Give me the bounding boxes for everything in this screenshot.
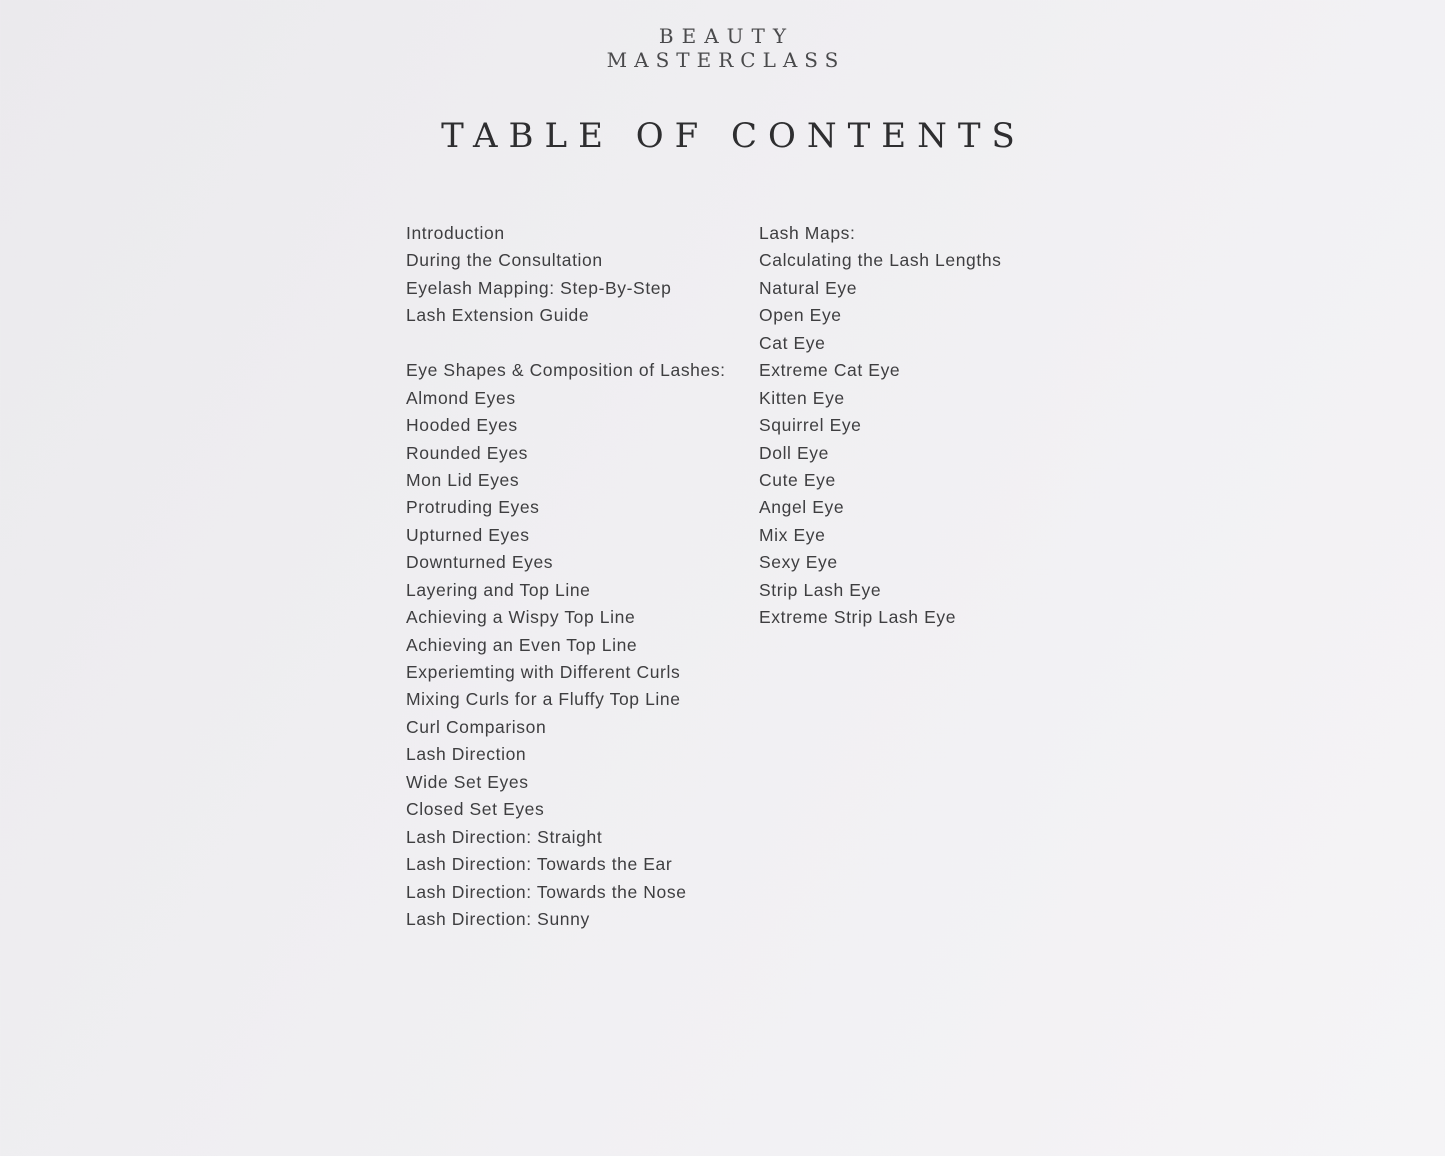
toc-entry: Eye Shapes & Composition of Lashes: <box>406 360 726 381</box>
toc-entry: Calculating the Lash Lengths <box>759 250 1002 271</box>
toc-entry: Achieving an Even Top Line <box>406 634 638 655</box>
toc-entry: Natural Eye <box>759 277 858 298</box>
toc-entry: Strip Lash Eye <box>759 579 882 600</box>
brand-line-masterclass: MASTERCLASS <box>606 48 846 72</box>
toc-entry: Mon Lid Eyes <box>406 469 520 490</box>
toc-entry: Protruding Eyes <box>406 497 540 518</box>
toc-entry: Experiemting with Different Curls <box>406 662 681 682</box>
toc-entry: Open Eye <box>759 305 842 326</box>
toc-entry: Doll Eye <box>759 442 829 463</box>
toc-entry: Lash Direction: Sunny <box>406 908 590 929</box>
toc-entry: Lash Direction: Towards the Nose <box>406 881 687 902</box>
toc-entry: Mixing Curls for a Fluffy Top Line <box>406 689 681 710</box>
toc-entry: Extreme Strip Lash Eye <box>759 607 957 628</box>
toc-entry: Achieving a Wispy Top Line <box>406 607 636 628</box>
brand-logo <box>0 24 1445 72</box>
toc-entry: Extreme Cat Eye <box>759 360 901 381</box>
page-title: TABLE OF CONTENTS <box>441 116 1026 156</box>
toc-entry: Upturned Eyes <box>406 524 530 545</box>
toc-entry: Cat Eye <box>759 332 826 353</box>
toc-entry: Lash Direction: Towards the Ear <box>406 854 673 875</box>
toc-entry: Rounded Eyes <box>406 442 529 463</box>
toc-entry: Almond Eyes <box>406 387 516 408</box>
brand-line-beauty: BEAUTY <box>658 24 795 48</box>
toc-entry: Lash Direction: Straight <box>406 826 603 847</box>
toc-left-column <box>406 220 726 933</box>
toc-entry: Cute Eye <box>759 469 836 490</box>
toc-entry: Closed Set Eyes <box>406 799 545 820</box>
toc-entry: Sexy Eye <box>759 552 838 573</box>
toc-entry: Lash Extension Guide <box>406 305 590 326</box>
toc-entry: Curl Comparison <box>406 716 547 737</box>
toc-entry: Mix Eye <box>759 524 826 545</box>
toc-entry: Lash Maps: <box>759 223 856 243</box>
toc-entry: During the Consultation <box>406 250 603 271</box>
toc-entry: Layering and Top Line <box>406 579 591 600</box>
toc-entry: Angel Eye <box>759 497 845 518</box>
toc-entry: Downturned Eyes <box>406 552 554 573</box>
toc-entry: Squirrel Eye <box>759 415 862 436</box>
toc-entry: Hooded Eyes <box>406 415 518 436</box>
toc-spacer <box>406 330 726 357</box>
toc-entry: Wide Set Eyes <box>406 771 529 792</box>
toc-entry: Lash Direction <box>406 744 527 765</box>
toc-entry: Introduction <box>406 223 505 243</box>
toc-entry: Eyelash Mapping: Step-By-Step <box>406 277 672 298</box>
toc-right-column <box>759 220 1002 632</box>
toc-entry: Kitten Eye <box>759 387 845 408</box>
